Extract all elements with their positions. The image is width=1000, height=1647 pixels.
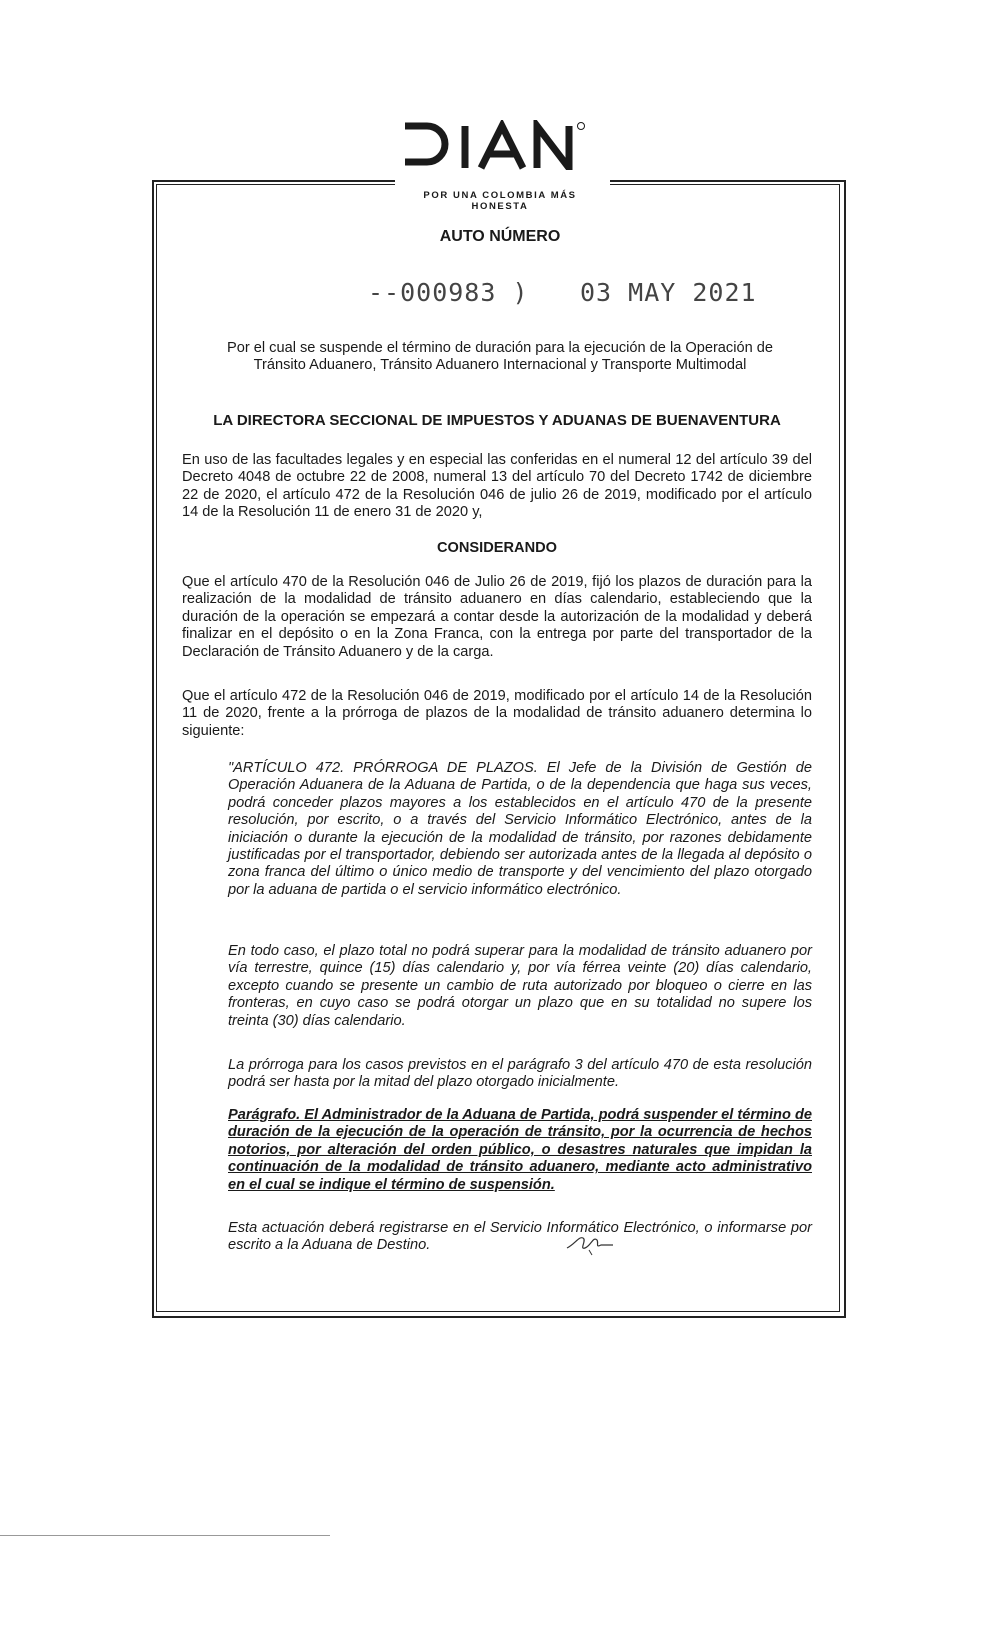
document-title: AUTO NÚMERO	[439, 228, 561, 245]
considerando-heading: CONSIDERANDO	[437, 540, 557, 556]
quote-article-472: "ARTÍCULO 472. PRÓRROGA DE PLAZOS. El Jefe de la División de Gestión de Operación Aduanera de la Aduana de Partida, o de la dependencia que haga sus veces, podrá conceder plazos mayores a los establecidos en el artículo 470 de la presente resolución, por escrito, o a través del Servicio Informático Electrónico, antes de la iniciación o durante la ejecución de la modalidad de tránsito, por razones debidamente justificadas por el transportador, debiendo ser autorizada antes de la llegada al depósito o zona franca del último o único medio de transporte y del vencimiento del plazo otorgado por la aduana de partida o el servicio informático electrónico.	[228, 760, 812, 898]
considerando-1: Que el artículo 470 de la Resolución 046 de Julio 26 de 2019, fijó los plazos de duración para la realización de la modalidad de tránsito aduanero en días calendario, estableciendo que la duración de la operación se empezará a contar desde la autorización de la modalidad y deberá finalizar en el depósito o en la Zona Franca, con la entrega por parte del transportador de la Declaración de Tránsito Aduanero y de la carga.	[182, 574, 812, 660]
preamble: En uso de las facultades legales y en especial las conferidas en el numeral 12 del artículo 39 del Decreto 4048 de octubre 22 de 2008, numeral 13 del artículo 70 del Decreto 1742 de diciembre 22 de 2020, el artículo 472 de la Resolución 046 de julio 26 de 2019, modificado por el artículo 14 de la Resolución 11 de enero 31 de 2020 y,	[182, 452, 812, 521]
quote-prorroga: La prórroga para los casos previstos en el parágrafo 3 del artículo 470 de esta resolución podrá ser hasta por la mitad del plazo otorgado inicialmente.	[228, 1057, 812, 1091]
quote-plazo-total: En todo caso, el plazo total no podrá superar para la modalidad de tránsito aduanero por vía terrestre, quince (15) días calendario y, por vía férrea veinte (20) días calendario, excepto cuando se presente un cambio de ruta autorizado por bloqueo o cierre en las fronteras, en cuyo caso se podrá otorgar un plazo que en su totalidad no supere los treinta (30) días calendario.	[228, 943, 812, 1029]
authority: LA DIRECTORA SECCIONAL DE IMPUESTOS Y ADUANAS DE BUENAVENTURA	[213, 412, 781, 429]
subject: Por el cual se suspende el término de duración para la ejecución de la Operación de Tránsito Aduanero, Tránsito Aduanero Internacional y Transporte Multimodal	[227, 340, 773, 374]
scan-edge-line	[0, 1535, 330, 1536]
quote-registro: Esta actuación deberá registrarse en el Servicio Informático Electrónico, o informarse por escrito a la Aduana de Destino.	[228, 1220, 812, 1254]
date-stamp: 03 MAY 2021	[580, 278, 757, 307]
auto-number-stamp: --000983 )	[368, 278, 529, 307]
quote-paragrafo: Parágrafo. El Administrador de la Aduana de Partida, podrá suspender el término de duración de la ejecución de la operación de tránsito, por la ocurrencia de hechos notorios, por alteración del orden público, o desastres naturales que impidan la continuación de la modalidad de tránsito aduanero, mediante acto administrativo en el cual se indique el término de suspensión.	[228, 1107, 812, 1193]
frame-gap	[395, 170, 610, 192]
considerando-2: Que el artículo 472 de la Resolución 046 de 2019, modificado por el artículo 14 de la Resolución 11 de 2020, frente a la prórroga de plazos de la modalidad de tránsito aduanero determina lo siguiente:	[182, 688, 812, 739]
tagline: POR UNA COLOMBIA MÁS HONESTA	[423, 190, 577, 212]
handwritten-initials	[565, 1230, 615, 1256]
